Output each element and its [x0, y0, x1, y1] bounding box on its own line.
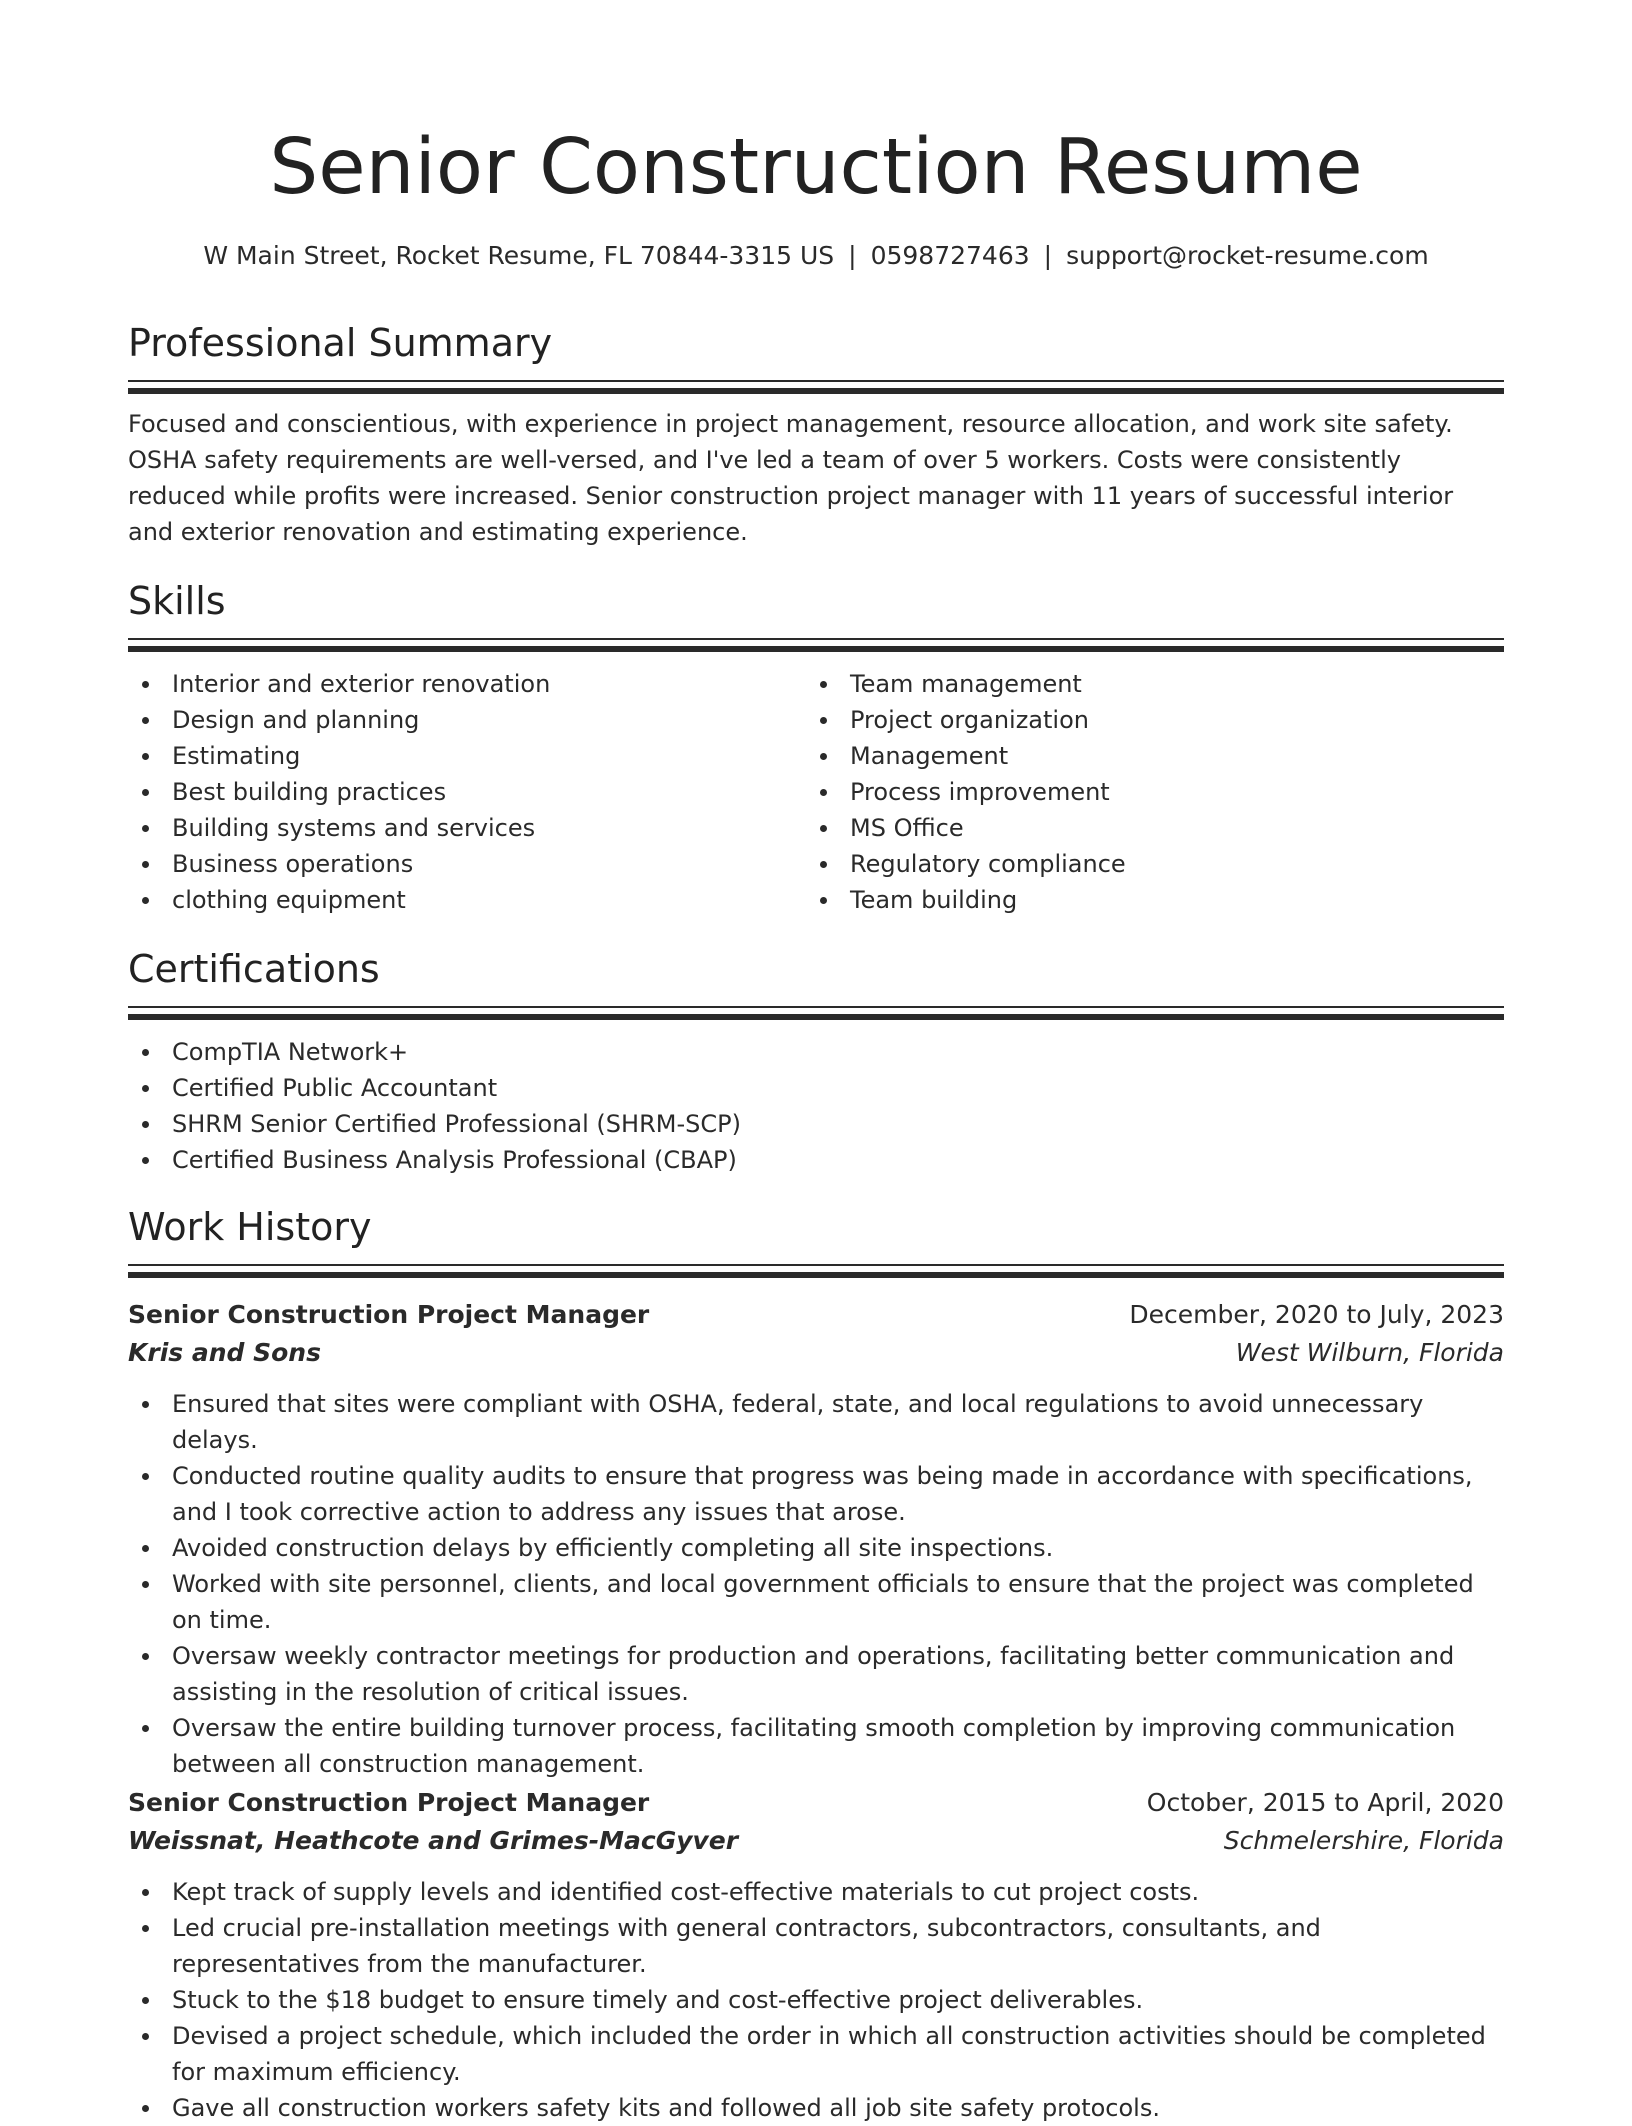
- skill-item: Process improvement: [806, 774, 1466, 810]
- certification-item: Certified Business Analysis Professional (CBAP): [128, 1142, 1504, 1178]
- skill-item: Management: [806, 738, 1466, 774]
- job-company: Kris and Sons: [128, 1338, 321, 1367]
- skill-item: Estimating: [128, 738, 788, 774]
- section-divider: [128, 638, 1504, 652]
- job-bullet: Led crucial pre-installation meetings with general contractors, subcontractors, consultants, and representatives from the manufacturer.: [128, 1910, 1504, 1982]
- job-bullet: Devised a project schedule, which included the order in which all construction activities should be completed for maximum efficiency.: [128, 2018, 1504, 2090]
- summary-heading: Professional Summary: [128, 321, 553, 365]
- job-company: Weissnat, Heathcote and Grimes-MacGyver: [128, 1826, 739, 1855]
- resume-title: Senior Construction Resume: [269, 123, 1363, 212]
- job-bullet: Oversaw the entire building turnover process, facilitating smooth completion by improving communication between all construction management.: [128, 1710, 1504, 1782]
- job-header-row: [128, 1296, 1504, 1334]
- section-divider: [128, 1264, 1504, 1278]
- job-bullet: Worked with site personnel, clients, and local government officials to ensure that the project was completed on time.: [128, 1566, 1504, 1638]
- skill-item: Regulatory compliance: [806, 846, 1466, 882]
- contact-separator: |: [1043, 241, 1053, 270]
- work-history-heading: Work History: [128, 1205, 372, 1249]
- certifications-list: [128, 1034, 1504, 1178]
- skill-item: Building systems and services: [128, 810, 788, 846]
- skills-heading: Skills: [128, 579, 226, 623]
- job-subheader-row: [128, 1334, 1504, 1372]
- section-divider: [128, 380, 1504, 394]
- job-bullet: Gave all construction workers safety kits and followed all job site safety protocols.: [128, 2090, 1504, 2126]
- skills-section-header: [128, 576, 1504, 652]
- job-bullet: Avoided construction delays by efficiently completing all site inspections.: [128, 1530, 1504, 1566]
- job-location: West Wilburn, Florida: [1235, 1338, 1504, 1367]
- certification-item: Certified Public Accountant: [128, 1070, 1504, 1106]
- job-entry: [128, 1784, 1504, 2126]
- skills-list-left: [128, 666, 788, 918]
- job-bullet: Stuck to the $18 budget to ensure timely and cost-effective project deliverables.: [128, 1982, 1504, 2018]
- job-title: Senior Construction Project Manager: [128, 1300, 650, 1329]
- contact-separator: |: [848, 241, 857, 270]
- contact-phone: 0598727463: [870, 241, 1030, 270]
- skill-item: Interior and exterior renovation: [128, 666, 788, 702]
- job-bullet: Oversaw weekly contractor meetings for production and operations, facilitating better communication and assisting in the resolution of critical issues.: [128, 1638, 1504, 1710]
- skill-item: Design and planning: [128, 702, 788, 738]
- job-location: Schmelershire, Florida: [1223, 1826, 1504, 1855]
- certifications-section-header: [128, 944, 1504, 1020]
- job-bullet: Ensured that sites were compliant with OSHA, federal, state, and local regulations to avoid unnecessary delays.: [128, 1386, 1504, 1458]
- skill-item: MS Office: [806, 810, 1466, 846]
- skill-item: Team building: [806, 882, 1466, 918]
- summary-section-header: [128, 318, 1504, 394]
- job-dates: October, 2015 to April, 2020: [1146, 1788, 1504, 1817]
- certifications-heading: Certifications: [128, 947, 380, 991]
- skills-list-right: [806, 666, 1466, 918]
- certification-item: CompTIA Network+: [128, 1034, 1504, 1070]
- job-bullet: Conducted routine quality audits to ensure that progress was being made in accordance with specifications, and I took corrective action to address any issues that arose.: [128, 1458, 1504, 1530]
- job-header-row: [128, 1784, 1504, 1822]
- skill-item: clothing equipment: [128, 882, 788, 918]
- job-bullets: [128, 1386, 1504, 1782]
- job-dates: December, 2020 to July, 2023: [1129, 1300, 1504, 1329]
- contact-email: support@rocket-resume.com: [1066, 241, 1429, 270]
- skill-item: Business operations: [128, 846, 788, 882]
- certification-item: SHRM Senior Certified Professional (SHRM-SCP): [128, 1106, 1504, 1142]
- skill-item: Best building practices: [128, 774, 788, 810]
- work-history-section-header: [128, 1202, 1504, 1278]
- summary-text: Focused and conscientious, with experience in project management, resource allocation, and work site safety. OSHA safety requirements are well-versed, and I've led a team of over 5 workers. Costs were consistently reduced while profits were increased. Senior construction project manager with 11 years of successful interior and exterior renovation and estimating experience.: [128, 410, 1454, 546]
- job-subheader-row: [128, 1822, 1504, 1860]
- job-bullet: Kept track of supply levels and identified cost-effective materials to cut project costs.: [128, 1874, 1504, 1910]
- skill-item: Team management: [806, 666, 1466, 702]
- contact-address: W Main Street, Rocket Resume, FL 70844-3315 US: [203, 241, 835, 270]
- contact-line: [128, 238, 1504, 274]
- job-bullets: [128, 1874, 1504, 2126]
- skill-item: Project organization: [806, 702, 1466, 738]
- job-title: Senior Construction Project Manager: [128, 1788, 650, 1817]
- job-entry: [128, 1296, 1504, 1782]
- section-divider: [128, 1006, 1504, 1020]
